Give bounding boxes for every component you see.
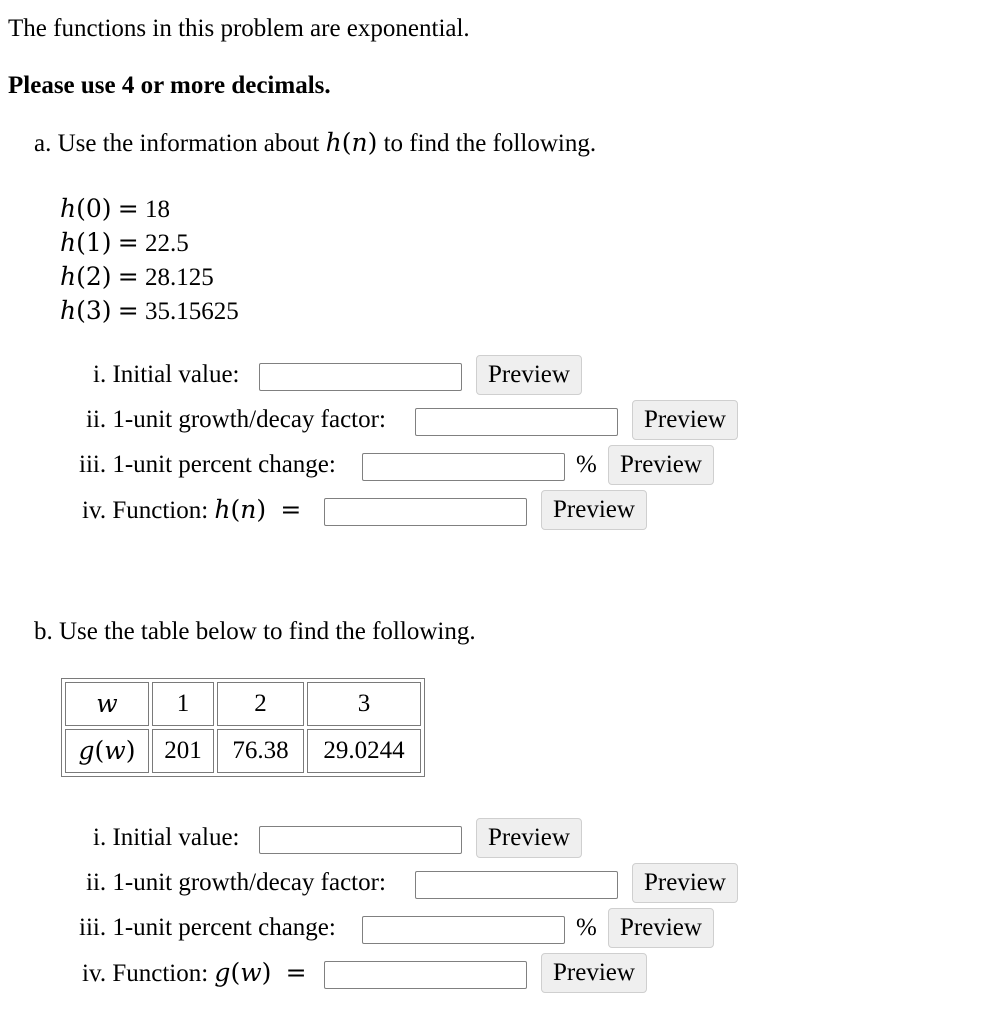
b-factor-label: ii. 1-unit growth/decay factor:: [86, 869, 386, 896]
table-cell: 29.0244: [307, 729, 421, 773]
instruction-text: Please use 4 or more decimals.: [8, 72, 331, 99]
table-cell: 1: [152, 682, 214, 726]
part-a-prompt: a. Use the information about h(n) to find the following.: [34, 128, 597, 157]
h-value-row: h(2) = 28.125: [60, 262, 214, 291]
b-initial-preview-button[interactable]: Preview: [476, 818, 582, 858]
intro-text: The functions in this problem are exponential.: [8, 15, 470, 42]
table-cell: 2: [217, 682, 304, 726]
a-percent-preview-button[interactable]: Preview: [608, 445, 714, 485]
h-value-row: h(3) = 35.15625: [60, 296, 239, 325]
a-initial-input[interactable]: [259, 363, 462, 391]
b-factor-preview-button[interactable]: Preview: [632, 863, 738, 903]
table-row: [65, 682, 421, 726]
b-percent-label: iii. 1-unit percent change:: [79, 914, 336, 941]
b-function-label: iv. Function: g(w) =: [82, 958, 307, 987]
a-percent-sign: %: [576, 451, 597, 478]
h-values-list: [60, 192, 239, 328]
a-percent-input[interactable]: [362, 453, 565, 481]
a-initial-preview-button[interactable]: Preview: [476, 355, 582, 395]
b-function-input[interactable]: [324, 961, 527, 989]
b-percent-sign: %: [576, 914, 597, 941]
part-b-prompt: b. Use the table below to find the following.: [34, 618, 476, 645]
b-percent-input[interactable]: [362, 916, 565, 944]
table-header-var: w: [65, 682, 149, 726]
a-function-preview-button[interactable]: Preview: [541, 490, 647, 530]
table-cell: 76.38: [217, 729, 304, 773]
a-factor-label: ii. 1-unit growth/decay factor:: [86, 406, 386, 433]
table-cell: 3: [307, 682, 421, 726]
g-values-table: [61, 678, 425, 777]
b-factor-input[interactable]: [415, 871, 618, 899]
a-percent-label: iii. 1-unit percent change:: [79, 451, 336, 478]
a-function-label: iv. Function: h(n) =: [82, 495, 302, 524]
h-value-row: h(1) = 22.5: [60, 228, 189, 257]
a-factor-input[interactable]: [415, 408, 618, 436]
b-function-preview-button[interactable]: Preview: [541, 953, 647, 993]
b-percent-preview-button[interactable]: Preview: [608, 908, 714, 948]
table-row: [65, 729, 421, 773]
b-initial-label: i. Initial value:: [93, 824, 240, 851]
a-initial-label: i. Initial value:: [93, 361, 240, 388]
table-cell: 201: [152, 729, 214, 773]
h-value-row: h(0) = 18: [60, 194, 170, 223]
a-factor-preview-button[interactable]: Preview: [632, 400, 738, 440]
table-header-func: g(w): [65, 729, 149, 773]
b-initial-input[interactable]: [259, 826, 462, 854]
a-function-input[interactable]: [324, 498, 527, 526]
